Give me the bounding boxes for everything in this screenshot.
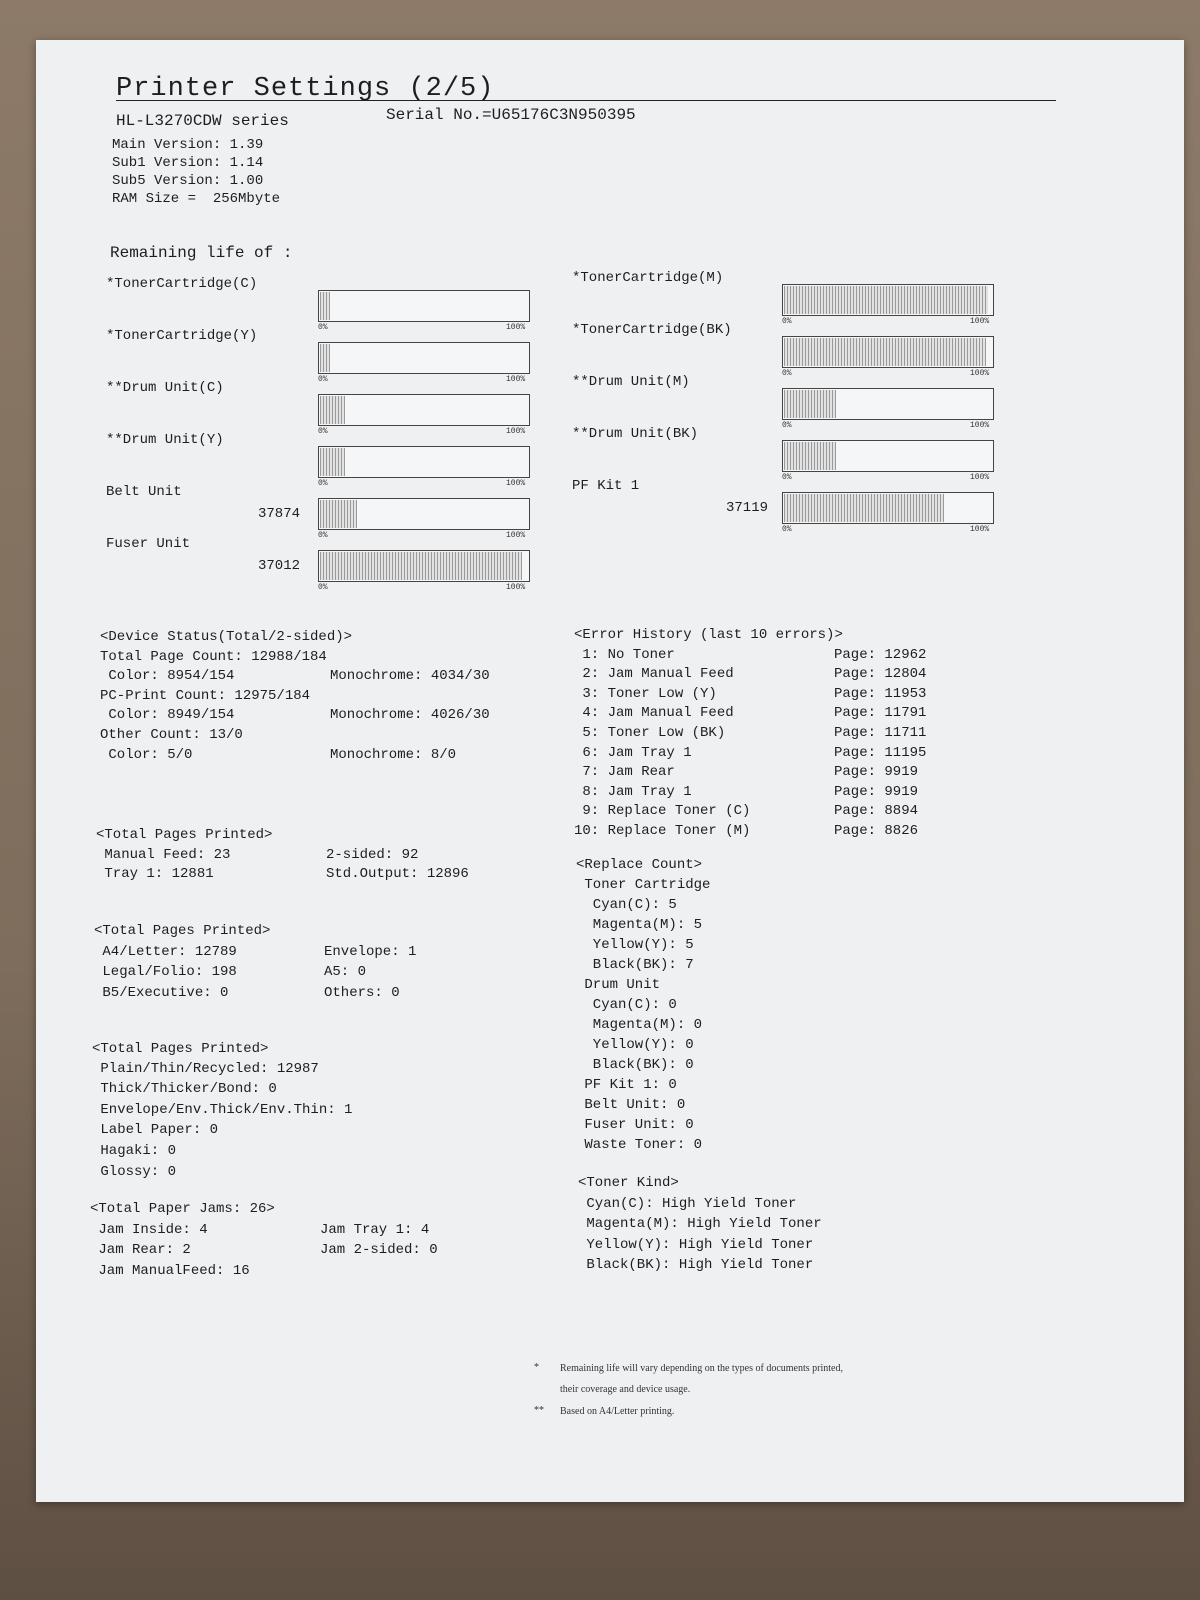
row-label: Jam Inside: 4 (90, 1221, 208, 1238)
life-gauge (318, 498, 530, 530)
media-line: Hagaki: 0 (92, 1142, 177, 1159)
life-item-label: Belt Unit (106, 484, 182, 500)
section-heading: <Replace Count> (576, 857, 703, 873)
table-row (574, 744, 927, 764)
media-line: Label Paper: 0 (92, 1122, 219, 1139)
gauge-scale-min: 0% (318, 427, 328, 436)
table-row (100, 746, 457, 766)
row-label: Jam ManualFeed: 16 (90, 1262, 250, 1279)
gauge-scale-min: 0% (782, 525, 792, 534)
row-label: 4: Jam Manual Feed (574, 705, 734, 722)
replace-line: Cyan(C): 5 (576, 897, 677, 913)
row-label: 9: Replace Toner (C) (574, 803, 751, 820)
row-label: Total Page Count: 12988/184 (100, 648, 327, 665)
row-label: 8: Jam Tray 1 (574, 783, 692, 800)
life-gauge (318, 342, 530, 374)
table-row (100, 648, 352, 668)
row-value: Others: 0 (324, 984, 400, 1001)
table-row (100, 726, 352, 746)
footnote-text: their coverage and device usage. (560, 1384, 691, 1395)
replace-line: Belt Unit: 0 (576, 1097, 686, 1113)
life-item-label: **Drum Unit(M) (572, 374, 690, 390)
row-value: Monochrome: 8/0 (330, 746, 457, 763)
row-value: Std.Output: 12896 (326, 866, 469, 883)
row-label: A4/Letter: 12789 (94, 943, 237, 960)
gauge-scale-min: 0% (782, 369, 792, 378)
row-value: Page: 11711 (834, 724, 927, 741)
section-heading: <Device Status(Total/2-sided)> (100, 629, 353, 645)
paper-jams-section (90, 1200, 438, 1281)
replace-line: Magenta(M): 0 (576, 1017, 703, 1033)
row-label: Other Count: 13/0 (100, 726, 243, 743)
gauge-scale-min: 0% (318, 583, 328, 592)
toner-kind-line: Cyan(C): High Yield Toner (578, 1195, 797, 1212)
row-value: Page: 11195 (834, 744, 927, 761)
table-row (100, 687, 352, 707)
gauge-scale-max: 100% (506, 375, 526, 384)
gauge-scale-max: 100% (970, 473, 990, 482)
row-label: Color: 8954/154 (100, 668, 235, 685)
pages-media-section (92, 1040, 352, 1183)
gauge-scale-min: 0% (318, 531, 328, 540)
table-row (90, 1220, 430, 1241)
version-line: Sub1 Version: 1.14 (112, 155, 264, 171)
life-item-count: 37012 (258, 558, 301, 574)
replace-line: Fuser Unit: 0 (576, 1117, 694, 1133)
gauge-scale-max: 100% (970, 317, 990, 326)
row-label: Color: 5/0 (100, 746, 193, 763)
gauge-scale-max: 100% (970, 369, 990, 378)
printed-report-page (36, 40, 1184, 1502)
replace-line: Magenta(M): 5 (576, 917, 703, 933)
life-item-label: *TonerCartridge(Y) (106, 328, 258, 344)
replace-line: Black(BK): 7 (576, 957, 694, 973)
life-gauge-fill (784, 286, 988, 314)
life-gauge-fill (320, 552, 522, 580)
gauge-scale-min: 0% (318, 323, 328, 332)
media-line: Glossy: 0 (92, 1163, 177, 1180)
section-heading: <Toner Kind> (578, 1175, 679, 1191)
row-value: Page: 8894 (834, 803, 919, 820)
replace-line: Waste Toner: 0 (576, 1137, 703, 1153)
section-heading: <Error History (last 10 errors)> (574, 627, 843, 643)
pages-feed-section (96, 826, 469, 885)
life-item-label: Fuser Unit (106, 536, 191, 552)
life-gauge-fill (784, 338, 986, 366)
gauge-scale-max: 100% (506, 427, 526, 436)
section-heading: <Total Pages Printed> (92, 1041, 269, 1057)
row-label: B5/Executive: 0 (94, 984, 229, 1001)
table-row (574, 822, 919, 842)
row-label: PC-Print Count: 12975/184 (100, 687, 311, 704)
row-label: 7: Jam Rear (574, 764, 675, 781)
gauge-scale-min: 0% (782, 473, 792, 482)
gauge-scale-min: 0% (318, 479, 328, 488)
gauge-scale-max: 100% (970, 525, 990, 534)
table-row (90, 1240, 438, 1261)
table-row (574, 783, 919, 803)
row-label: Manual Feed: 23 (96, 846, 231, 863)
replace-line: Drum Unit (576, 977, 661, 993)
table-row (574, 763, 919, 783)
gauge-scale-min: 0% (782, 317, 792, 326)
version-line: Main Version: 1.39 (112, 137, 264, 153)
life-gauge (318, 290, 530, 322)
gauge-scale-max: 100% (506, 323, 526, 332)
row-value: Page: 8826 (834, 822, 919, 839)
table-row (574, 685, 927, 705)
row-label: 5: Toner Low (BK) (574, 724, 726, 741)
row-value: Page: 12804 (834, 666, 927, 683)
life-gauge-fill (320, 344, 330, 372)
table-row (94, 942, 417, 963)
replace-line: PF Kit 1: 0 (576, 1077, 677, 1093)
life-item-label: *TonerCartridge(BK) (572, 322, 732, 338)
life-gauge (318, 550, 530, 582)
life-gauge (782, 336, 994, 368)
footnote-text: Remaining life will vary depending on the types of documents printed, (560, 1363, 843, 1374)
row-value: Envelope: 1 (324, 943, 417, 960)
row-value: Page: 11791 (834, 705, 927, 722)
toner-kind-line: Yellow(Y): High Yield Toner (578, 1236, 814, 1253)
model-name: HL-L3270CDW series (116, 112, 289, 130)
serial-number: Serial No.=U65176C3N950395 (386, 106, 636, 124)
version-line: Sub5 Version: 1.00 (112, 173, 264, 189)
row-value: Monochrome: 4034/30 (330, 668, 490, 685)
toner-kind-line: Black(BK): High Yield Toner (578, 1257, 814, 1274)
replace-line: Cyan(C): 0 (576, 997, 677, 1013)
row-value: A5: 0 (324, 964, 367, 981)
gauge-scale-min: 0% (782, 421, 792, 430)
life-item-label: PF Kit 1 (572, 478, 640, 494)
life-item-count: 37874 (258, 506, 301, 522)
row-value: Page: 11953 (834, 685, 927, 702)
row-value: Jam Tray 1: 4 (320, 1221, 430, 1238)
row-value: Page: 12962 (834, 646, 927, 663)
row-label: 10: Replace Toner (M) (574, 822, 751, 839)
life-gauge (782, 492, 994, 524)
table-row (90, 1261, 275, 1282)
life-item-label: **Drum Unit(BK) (572, 426, 699, 442)
life-gauge (782, 388, 994, 420)
life-gauge-fill (784, 390, 836, 418)
section-heading: <Total Paper Jams: 26> (90, 1201, 275, 1217)
replace-line: Black(BK): 0 (576, 1057, 694, 1073)
life-item-label: *TonerCartridge(M) (572, 270, 724, 286)
row-label: Jam Rear: 2 (90, 1242, 191, 1259)
life-item-label: *TonerCartridge(C) (106, 276, 258, 292)
gauge-scale-max: 100% (506, 479, 526, 488)
table-row (96, 865, 469, 885)
table-row (94, 962, 367, 983)
table-row (100, 706, 490, 726)
gauge-scale-min: 0% (318, 375, 328, 384)
life-gauge-fill (784, 442, 836, 470)
life-gauge-fill (320, 500, 357, 528)
section-heading: <Total Pages Printed> (96, 827, 273, 843)
error-history-section (574, 626, 927, 842)
row-label: 6: Jam Tray 1 (574, 744, 692, 761)
replace-line: Yellow(Y): 5 (576, 937, 694, 953)
gauge-scale-max: 100% (506, 531, 526, 540)
table-row (100, 667, 490, 687)
media-line: Envelope/Env.Thick/Env.Thin: 1 (92, 1101, 353, 1118)
row-value: Page: 9919 (834, 764, 919, 781)
life-gauge (318, 394, 530, 426)
row-value: Monochrome: 4026/30 (330, 707, 490, 724)
media-line: Plain/Thin/Recycled: 12987 (92, 1060, 319, 1077)
replace-line: Yellow(Y): 0 (576, 1037, 694, 1053)
table-row (574, 665, 927, 685)
row-label: 1: No Toner (574, 646, 675, 663)
table-row (574, 704, 927, 724)
table-row (94, 983, 400, 1004)
gauge-scale-max: 100% (970, 421, 990, 430)
life-gauge (318, 446, 530, 478)
life-gauge (782, 440, 994, 472)
row-value: 2-sided: 92 (326, 846, 419, 863)
replace-line: Toner Cartridge (576, 877, 711, 893)
life-gauge-fill (320, 396, 345, 424)
table-row (96, 846, 419, 866)
toner-kind-section (578, 1174, 822, 1277)
life-item-count: 37119 (726, 500, 769, 516)
row-label: 3: Toner Low (Y) (574, 685, 717, 702)
row-label: Legal/Folio: 198 (94, 964, 237, 981)
life-gauge (782, 284, 994, 316)
footnote-mark: ** (534, 1405, 544, 1416)
life-gauge-fill (320, 292, 330, 320)
gauge-scale-max: 100% (506, 583, 526, 592)
report-title: Printer Settings (2/5) (116, 74, 495, 104)
row-value: Page: 9919 (834, 783, 919, 800)
footnote-mark: * (534, 1362, 539, 1373)
title-rule (116, 100, 1056, 101)
row-label: Tray 1: 12881 (96, 866, 214, 883)
pages-size-section (94, 922, 417, 1003)
replace-count-section (576, 856, 710, 1156)
table-row (574, 724, 927, 744)
section-heading: <Total Pages Printed> (94, 923, 271, 939)
toner-kind-line: Magenta(M): High Yield Toner (578, 1216, 822, 1233)
row-label: 2: Jam Manual Feed (574, 666, 734, 683)
media-line: Thick/Thicker/Bond: 0 (92, 1081, 277, 1098)
life-gauge-fill (320, 448, 345, 476)
footnote-text: Based on A4/Letter printing. (560, 1406, 675, 1417)
device-status-section (100, 628, 490, 765)
row-value: Jam 2-sided: 0 (320, 1242, 438, 1259)
life-gauge-fill (784, 494, 944, 522)
table-row (574, 802, 919, 822)
version-list (112, 136, 280, 208)
life-item-label: **Drum Unit(C) (106, 380, 224, 396)
row-label: Color: 8949/154 (100, 707, 235, 724)
version-line: RAM Size = 256Mbyte (112, 191, 281, 207)
remaining-life-heading: Remaining life of : (110, 244, 293, 262)
table-row (574, 646, 927, 666)
life-item-label: **Drum Unit(Y) (106, 432, 224, 448)
